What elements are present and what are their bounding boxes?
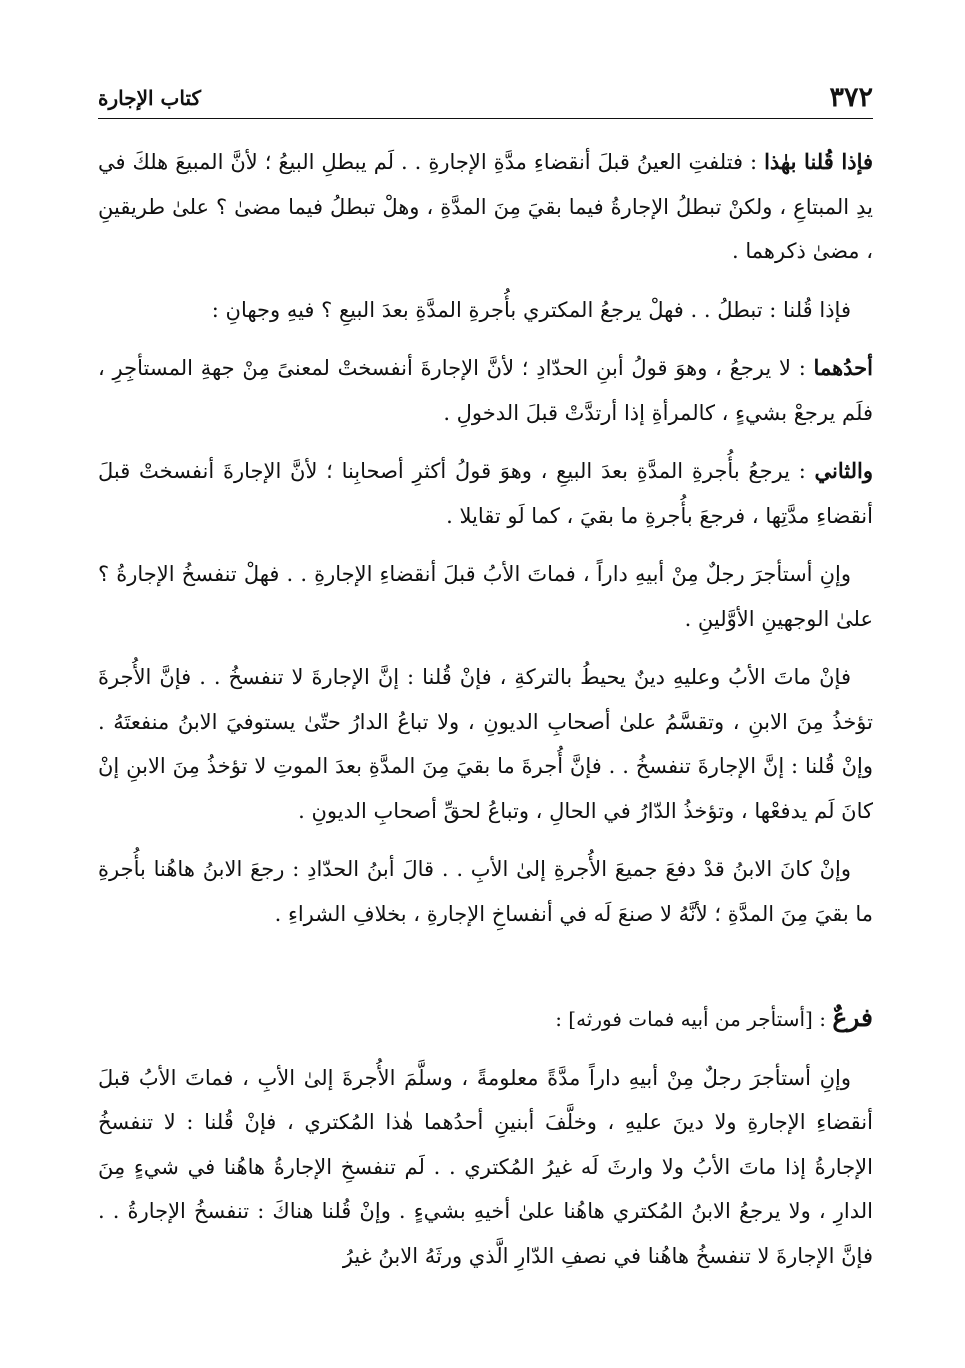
paragraph-text: : لا يرجعُ ، وهوَ قولُ أبنِ الحدّادِ ؛ لأنَّ الإجارةَ أنفسختْ لمعنىً مِنْ جهةِ المستأجِرِ ، فلَم يرجعْ بشيءٍ ، كالمرأةِ إذا أرتدَّتْ قبلَ الدخولِ . [98, 356, 873, 425]
paragraph-1 [98, 140, 873, 274]
paragraph-4 [98, 449, 873, 538]
section-paragraph [98, 1056, 873, 1279]
section-spacer [98, 950, 873, 996]
paragraph-text: وإنْ كانَ الابنُ قدْ دفعَ جميعَ الأُجرةِ إلىٰ الأبِ . . قالَ أبنُ الحدّادِ : رجعَ الابنُ هاهُنا بأُجرةِ ما بقيَ مِنَ المدَّةِ ؛ لأنَّهُ لا صنعَ لَه في أنفساخِ الإجارةِ ، بخلافِ الشراءِ . [98, 857, 873, 926]
paragraph-text: فإنْ ماتَ الأبُ وعليهِ دينٌ يحيطُ بالتركةِ ، فإنْ قُلنا : إنَّ الإجارةَ لا تنفسخُ . . فإنَّ الأُجرةَ تؤخذُ مِنَ الابنِ ، وتقسَّمُ علىٰ أصحابِ الديونِ ، ولا تباعُ الدارُ حتّىٰ يستوفيَ الابنُ منفعتَهُ . وإنْ قُلنا : إنَّ الإجارةَ تنفسخُ . . فإنَّ أُجرةَ ما بقيَ مِنَ المدَّةِ بعدَ الموتِ لا تؤخذُ مِنَ الابنِ إنْ كانَ لَم يدفعْها ، وتؤخذُ الدّارُ في الحالِ ، وتباعُ لحقِّ أصحابِ الديونِ . [98, 665, 873, 823]
paragraph-lead: فإذا قُلنا بهٰذا [764, 149, 874, 174]
paragraph-2 [98, 288, 873, 333]
section-label: فرعٌ [832, 1003, 873, 1032]
paragraph-6 [98, 655, 873, 833]
paragraph-text: : يرجعُ بأُجرةِ المدَّةِ بعدَ البيعِ ، وهوَ قولُ أكثرِ أصحابِنا ؛ لأنَّ الإجارةَ أنفسختْ قبلَ أنقضاءِ مدَّتِها ، فرجعَ بأُجرةِ ما بقيَ ، كما لَو تقايلا . [98, 459, 873, 528]
paragraph-text: : فتلفتِ العينُ قبلَ أنقضاءِ مدَّةِ الإجارةِ . . لَم يبطلِ البيعُ ؛ لأنَّ المبيعَ هلكَ في يدِ المبتاعِ ، ولكنْ تبطلُ الإجارةُ فيما بقيَ مِنَ المدَّةِ ، وهلْ تبطلُ فيما مضىٰ ؟ علىٰ طريقينِ ، مضىٰ ذكرهما . [98, 150, 873, 263]
page-number: ٣٧٢ [829, 82, 873, 113]
paragraph-3 [98, 346, 873, 435]
paragraph-text: وإنِ أستأجرَ رجلٌ مِنْ أبيهِ داراً مدَّةً معلومةً ، وسلَّمَ الأُجرةَ إلىٰ الأبِ ، فماتَ الأبُ قبلَ أنقضاءِ الإجارةِ ولا دينَ عليهِ ، وخلَّفَ أبنينِ أحدُهما هٰذا المُكتري ، فإنْ قُلنا : لا تنفسخُ الإجارةُ إذا ماتَ الأبُ ولا وارثَ لَه غيرُ المُكتري . . لَم تنفسخِ الإجارةُ هاهُنا في شيءٍ مِنَ الدارِ ، ولا يرجعُ الابنُ المُكتري هاهُنا علىٰ أخيهِ بشيءٍ . وإنْ قُلنا هناكَ : تنفسخُ الإجارةُ . . فإنَّ الإجارةَ لا تنفسخُ هاهُنا في نصفِ الدّارِ الَّذي ورثَهُ الابنُ غيرُ [98, 1065, 873, 1268]
paragraph-5 [98, 552, 873, 641]
running-title: كتاب الإجارة [98, 86, 201, 110]
header-rule [98, 118, 873, 119]
paragraph-7 [98, 847, 873, 936]
paragraph-text: فإذا قُلنا : تبطلُ . . فهلْ يرجعُ المكتري بأُجرةِ المدَّةِ بعدَ البيعِ ؟ فيهِ وجهانِ : [211, 297, 851, 322]
paragraph-lead: أحدُهما [813, 355, 873, 380]
section-heading [98, 996, 873, 1042]
page-header [98, 76, 873, 120]
page-body [98, 140, 873, 1292]
paragraph-text: وإنِ أستأجرَ رجلٌ مِنْ أبيهِ داراً ، فماتَ الأبُ قبلَ أنقضاءِ الإجارةِ . . فهلْ تنفسخُ الإجارةُ ؟ علىٰ الوجهينِ الأوَّلينِ . [98, 562, 873, 631]
section-title: : [أستأجر من أبيه فمات فورثه] : [555, 1007, 833, 1031]
paragraph-lead: والثاني [814, 458, 873, 483]
